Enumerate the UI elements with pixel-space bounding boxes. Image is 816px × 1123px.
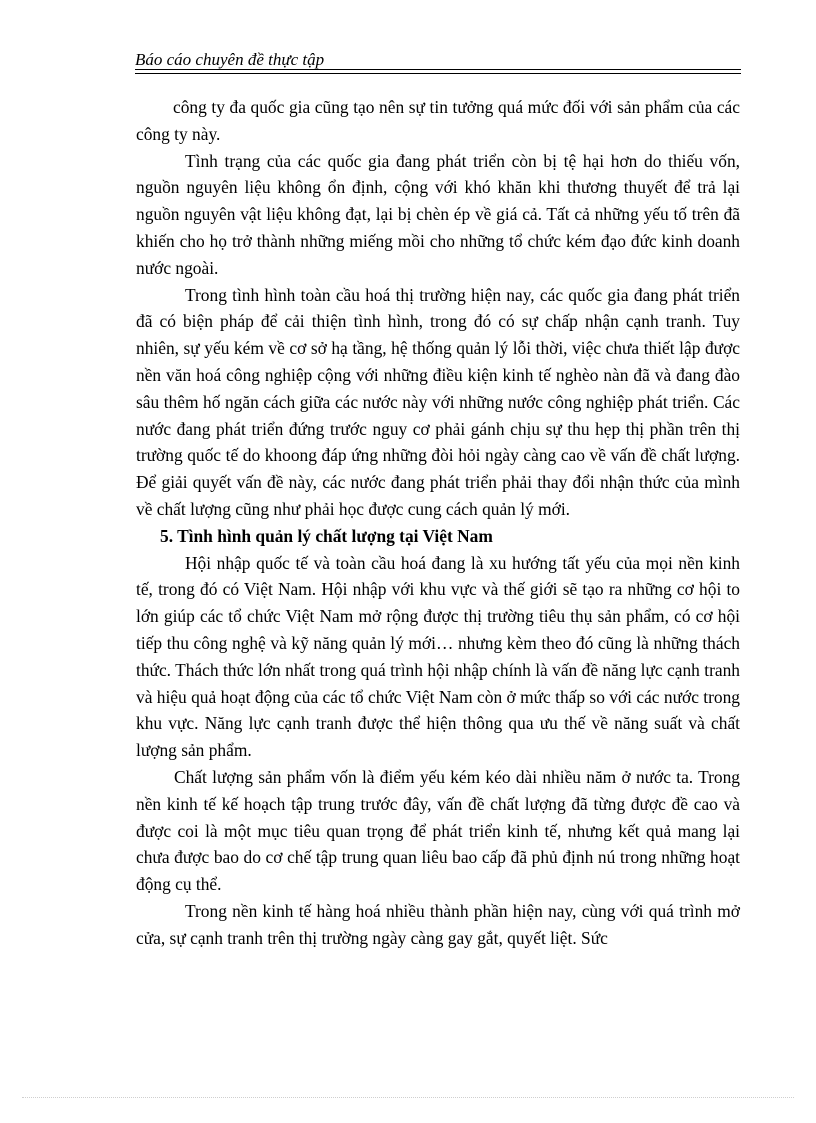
paragraph-developing-countries: Tình trạng của các quốc gia đang phát triển còn bị tệ hại hơn do thiếu vốn, nguồn nguyên liệu không ổn định, cộng với khó khăn khi thương thuyết để trả lại nguồn nguyên vật liệu không đạt, lại bị chèn ép về giá cả. Tất cả những yếu tố trên đã khiến cho họ trở thành những miếng mồi cho những tổ chức kém đạo đức kinh doanh nước ngoài. (136, 150, 740, 278)
page-bottom-border (22, 1097, 794, 1098)
paragraph-market-economy: Trong nền kinh tế hàng hoá nhiều thành phần hiện nay, cùng với quá trình mở cửa, sự cạnh tranh trên thị trường ngày càng gay gắt, quyết liệt. Sức (136, 900, 740, 948)
paragraph-globalization: Trong tình hình toàn cầu hoá thị trường hiện nay, các quốc gia đang phát triển đã có biện pháp để cải thiện tình hình, trong đó có sự chấp nhận cạnh tranh. Tuy nhiên, sự yếu kém về cơ sở hạ tầng, hệ thống quản lý lỗi thời, việc chưa thiết lập được nền văn hoá công nghiệp cộng với những điều kiện kinh tế nghèo nàn đã và đang đào sâu thêm hố ngăn cách giữa các nước này với những nước công nghiệp phát triển. Các nước đang phát triển đứng trước nguy cơ phải gánh chịu sự thu hẹp thị phần trên thị trường quốc tế do khoong đáp ứng những đòi hỏi ngày càng cao về vấn đề chất lượng. Để giải quyết vấn đề này, các nước đang phát triển phải thay đổi nhận thức của mình về chất lượng cũng như phải học được cung cách quản lý mới. (136, 284, 740, 519)
paragraph-product-quality: Chất lượng sản phẩm vốn là điểm yếu kém kéo dài nhiều năm ở nước ta. Trong nền kinh tế kế hoạch tập trung trước đây, vấn đề chất lượng đã từng được đề cao và được coi là một mục tiêu quan trọng để phát triển kinh tế, nhưng kết quả mang lại chưa được bao do cơ chế tập trung quan liêu bao cấp đã phủ định nú trong những hoạt động cụ thể. (136, 766, 740, 895)
header-rule-bottom (135, 73, 741, 74)
document-body (136, 94, 740, 952)
header-rule-top (135, 69, 741, 70)
paragraph-integration: Hội nhập quốc tế và toàn cầu hoá đang là xu hướng tất yếu của mọi nền kinh tế, trong đó có Việt Nam. Hội nhập với khu vực và thế giới sẽ tạo ra những cơ hội to lớn giúp các tổ chức Việt Nam mở rộng được thị trường tiêu thụ sản phẩm, có cơ hội tiếp thu công nghệ và kỹ năng quản lý mới… nhưng kèm theo đó cũng là những thách thức. Thách thức lớn nhất trong quá trình hội nhập chính là vấn đề năng lực cạnh tranh và hiệu quả hoạt động của các tổ chức Việt Nam còn ở mức thấp so với các nước trong khu vực. Năng lực cạnh tranh được thể hiện thông qua ưu thế về năng suất và chất lượng sản phẩm. (136, 552, 740, 761)
page-header-title: Báo cáo chuyên đề thực tập (135, 50, 325, 69)
section-heading: 5. Tình hình quản lý chất lượng tại Việt Nam (160, 525, 493, 546)
paragraph-continuation: công ty đa quốc gia cũng tạo nên sự tin tưởng quá mức đối với sản phẩm của các công ty này. (136, 97, 740, 144)
